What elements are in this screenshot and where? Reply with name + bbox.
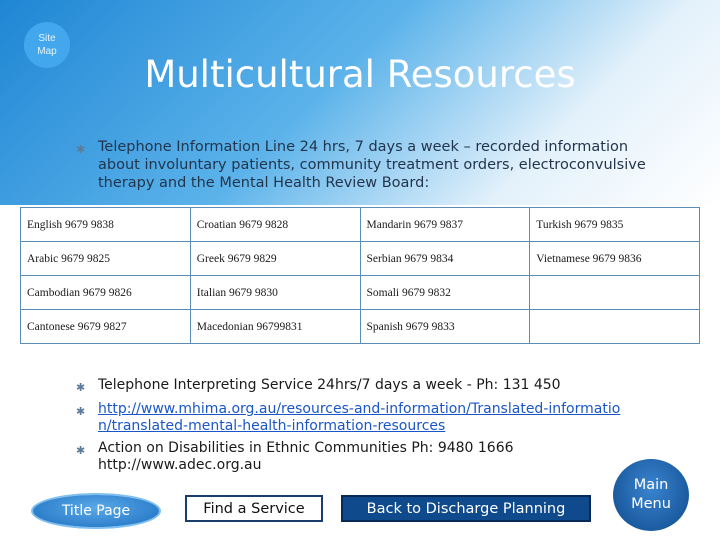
table-cell: Somali 9679 9832 [360,276,530,310]
table-cell: Cantonese 9679 9827 [21,310,191,344]
page-title: Multicultural Resources [144,53,576,96]
table-cell: Mandarin 9679 9837 [360,208,530,242]
table-cell: Macedonian 96799831 [190,310,360,344]
site-map-label: Site Map [37,33,57,57]
back-to-discharge-button[interactable] [341,495,591,522]
bullet-star-icon: ✱ [76,444,86,457]
mhima-link[interactable]: http://www.mhima.org.au/resources-and-information/Translated-information/translated-mental-health-information-resources [98,401,621,434]
language-phone-table [20,207,700,344]
table-cell: Greek 9679 9829 [190,242,360,276]
find-service-label: Find a Service [203,500,305,517]
main-menu-button[interactable] [613,459,689,531]
table-cell: Cambodian 9679 9826 [21,276,191,310]
table-cell: Turkish 9679 9835 [530,208,700,242]
main-menu-label-line1: Main [633,477,669,493]
table-cell: English 9679 9838 [21,208,191,242]
bullet-star-icon: ✱ [76,405,86,418]
intro-bullet [76,138,658,192]
intro-text: Telephone Information Line 24 hrs, 7 days a week – recorded information about involuntary patients, community treatment orders, electroconvulsive therapy and the Mental Health Review Board: [98,139,646,191]
table-cell: Serbian 9679 9834 [360,242,530,276]
table-cell: Arabic 9679 9825 [21,242,191,276]
table-cell [530,310,700,344]
table-row [21,242,700,276]
bullet-star-icon: ✱ [76,143,86,156]
find-service-button[interactable] [185,495,323,522]
table-row [21,276,700,310]
interpreting-text: Telephone Interpreting Service 24hrs/7 days a week - Ph: 131 450 [98,377,561,393]
mhima-bullet [76,401,628,435]
table-cell [530,276,700,310]
main-menu-label-line2: Menu [631,496,671,512]
back-to-discharge-label: Back to Discharge Planning [366,500,566,517]
adec-bullet [76,440,628,474]
title-page-label: Title Page [61,503,131,519]
title-page-button[interactable] [33,495,159,527]
bullet-star-icon: ✱ [76,381,86,394]
table-cell: Italian 9679 9830 [190,276,360,310]
adec-text: Action on Disabilities in Ethnic Communities Ph: 9480 1666 http://www.adec.org.au [98,440,514,473]
interpreting-bullet [76,377,628,394]
table-cell: Spanish 9679 9833 [360,310,530,344]
table-row [21,310,700,344]
table-cell: Croatian 9679 9828 [190,208,360,242]
table-cell: Vietnamese 9679 9836 [530,242,700,276]
table-row [21,208,700,242]
